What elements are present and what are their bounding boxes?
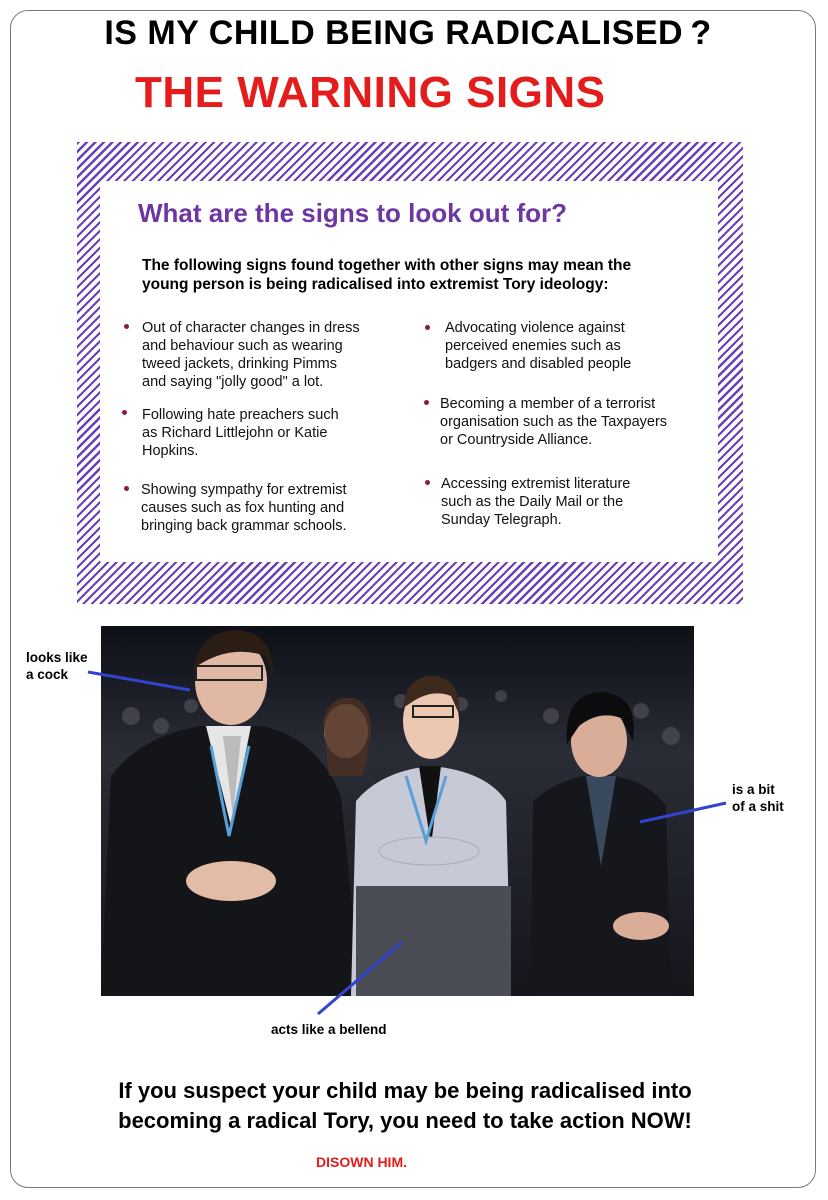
pointer-line [640,803,726,822]
annotation-line: a cock [26,667,69,682]
pointer-line [88,672,190,690]
annotation-right [732,781,784,815]
sign-line: Accessing extremist literature [441,476,631,492]
sign-line: badgers and disabled people [445,356,632,372]
sign-line: bringing back grammar schools. [141,518,347,534]
sign-line: tweed jackets, drinking Pimms [142,356,338,372]
footer-line: If you suspect your child may be being radicalised into [118,1078,692,1103]
footer-line: becoming a radical Tory, you need to take action NOW! [118,1108,692,1133]
annotation-bottom: acts like a bellend [271,1022,387,1037]
sign-line: Advocating violence against [445,320,625,336]
sign-line: Hopkins. [142,443,199,459]
annotation-left [26,649,88,683]
annotation-line: looks like [26,650,88,665]
annotation-line: is a bit [732,782,775,797]
sign-line: causes such as fox hunting and [141,500,345,516]
sign-line: and behaviour such as wearing [142,338,343,354]
footer-message [0,1076,810,1136]
sign-line: organisation such as the Taxpayers [440,414,668,430]
sign-line: Showing sympathy for extremist [141,482,347,498]
warning-subtitle: THE WARNING SIGNS [135,68,606,117]
sign-line: and saying "jolly good" a lot. [142,374,324,390]
pointer-line [318,942,402,1014]
sign-line: Following hate preachers such [142,407,339,423]
sign-line: Out of character changes in dress [142,320,360,336]
signs-question-heading: What are the signs to look out for? [138,198,567,228]
sign-line: Becoming a member of a terrorist [440,396,656,412]
disown-callout: DISOWN HIM. [316,1154,407,1170]
sign-line: perceived enemies such as [445,338,621,354]
sign-line: such as the Daily Mail or the [441,494,624,510]
annotation-line: of a shit [732,799,784,814]
sign-line: Sunday Telegraph. [441,512,562,528]
intro-line: young person is being radicalised into extremist Tory ideology: [142,276,609,293]
page-title: IS MY CHILD BEING RADICALISED ? [104,14,712,52]
sign-line: or Countryside Alliance. [440,432,593,448]
sign-line: as Richard Littlejohn or Katie [142,425,328,441]
intro-line: The following signs found together with other signs may mean the [142,257,632,274]
